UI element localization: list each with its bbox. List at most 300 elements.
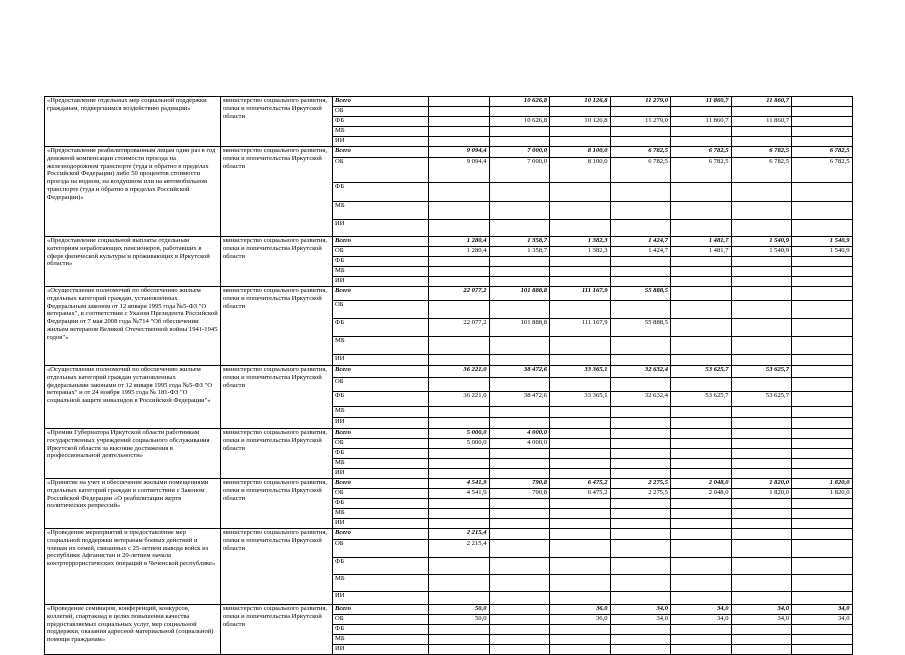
funding-source: МБ (333, 635, 429, 645)
funding-source: ИИ (333, 469, 429, 479)
responsible-org: министерство социального развития, опеки и попечительства Иркутской области (221, 147, 333, 237)
amount-cell (671, 575, 732, 592)
amount-cell (429, 499, 490, 509)
amount-cell (731, 575, 792, 592)
amount-cell (610, 277, 671, 287)
amount-cell (550, 137, 611, 147)
funding-source: ИИ (333, 645, 429, 655)
amount-cell (489, 277, 550, 287)
amount-cell (550, 625, 611, 635)
amount-cell: 111 167,9 (550, 287, 611, 301)
amount-cell (429, 509, 490, 519)
amount-cell (610, 429, 671, 439)
amount-cell: 1 481,7 (671, 247, 732, 257)
amount-cell (489, 459, 550, 469)
amount-cell: 2 048,0 (671, 489, 732, 499)
amount-cell: 2 048,0 (671, 479, 732, 489)
amount-cell (489, 625, 550, 635)
funding-source: ФБ (333, 392, 429, 407)
amount-cell (489, 220, 550, 237)
amount-cell: 36,0 (550, 605, 611, 615)
responsible-org: министерство социального развития, опеки и попечительства Иркутской области (221, 479, 333, 529)
amount-cell: 9 094,4 (429, 158, 490, 183)
amount-cell (550, 575, 611, 592)
amount-cell: 36 221,0 (429, 392, 490, 407)
amount-cell (731, 429, 792, 439)
amount-cell: 2 215,4 (429, 529, 490, 540)
amount-cell (671, 625, 732, 635)
amount-cell (731, 378, 792, 392)
amount-cell (489, 202, 550, 220)
amount-cell (671, 183, 732, 202)
amount-cell (671, 509, 732, 519)
amount-cell: 10 626,8 (489, 117, 550, 127)
amount-cell: 32 632,4 (610, 366, 671, 378)
amount-cell (610, 459, 671, 469)
amount-cell (489, 407, 550, 418)
amount-cell (550, 429, 611, 439)
funding-source: МБ (333, 127, 429, 137)
amount-cell (792, 418, 853, 429)
funding-source: Всего (333, 605, 429, 615)
amount-cell (550, 277, 611, 287)
amount-cell (671, 337, 732, 355)
measure-name: «Осуществление полномочий по обеспечению жильем отдельных категорий граждан, установленных Федеральным законом от 12 января 1995 года №5-ФЗ "О ветеранах", в соответствии с Указом Президента Российской Федерации от 7 мая 2008 года №714 "Об обеспечении жильем ветеранов Великой Отечественной войны 1941-1945 годов"» (45, 287, 221, 366)
amount-cell: 8 100,0 (550, 158, 611, 183)
measure-name: «Предоставление социальной выплаты отдельным категориям неработающих пенсионеров, работавших в сфере физической культуры и проживающих в Иркутской области» (45, 237, 221, 287)
amount-cell (792, 127, 853, 137)
funding-source: ФБ (333, 499, 429, 509)
amount-cell (610, 202, 671, 220)
funding-source: ОБ (333, 615, 429, 625)
amount-cell (610, 575, 671, 592)
amount-cell (671, 439, 732, 449)
amount-cell: 111 167,9 (550, 319, 611, 337)
table-row (45, 237, 853, 247)
table-row (45, 97, 853, 107)
amount-cell: 7 000,0 (489, 158, 550, 183)
amount-cell: 22 077,2 (429, 287, 490, 301)
amount-cell (550, 107, 611, 117)
funding-source: ФБ (333, 449, 429, 459)
amount-cell (429, 202, 490, 220)
amount-cell (792, 107, 853, 117)
amount-cell (792, 366, 853, 378)
amount-cell (731, 592, 792, 605)
amount-cell (671, 378, 732, 392)
amount-cell (792, 392, 853, 407)
amount-cell: 53 625,7 (671, 366, 732, 378)
amount-cell (610, 519, 671, 529)
amount-cell (429, 107, 490, 117)
amount-cell (489, 183, 550, 202)
amount-cell: 36 221,0 (429, 366, 490, 378)
responsible-org: министерство социального развития, опеки и попечительства Иркутской области (221, 287, 333, 366)
amount-cell: 6 782,5 (731, 147, 792, 158)
amount-cell: 11 860,7 (671, 97, 732, 107)
amount-cell: 4 000,0 (489, 439, 550, 449)
amount-cell: 8 100,0 (550, 147, 611, 158)
amount-cell: 6 782,5 (792, 147, 853, 158)
funding-source: ОБ (333, 439, 429, 449)
funding-source: МБ (333, 407, 429, 418)
amount-cell (792, 469, 853, 479)
amount-cell (550, 529, 611, 540)
amount-cell (792, 355, 853, 366)
amount-cell (429, 625, 490, 635)
amount-cell (429, 257, 490, 267)
amount-cell: 9 094,4 (429, 147, 490, 158)
amount-cell (792, 439, 853, 449)
funding-source: ОБ (333, 107, 429, 117)
amount-cell: 34,0 (610, 615, 671, 625)
responsible-org: министерство социального развития, опеки и попечительства Иркутской области (221, 529, 333, 605)
amount-cell (429, 127, 490, 137)
funding-source: МБ (333, 202, 429, 220)
amount-cell: 6 782,5 (731, 158, 792, 183)
amount-cell (489, 558, 550, 575)
amount-cell: 2 215,4 (429, 540, 490, 558)
amount-cell: 10 126,8 (550, 117, 611, 127)
amount-cell (792, 645, 853, 655)
amount-cell (610, 592, 671, 605)
amount-cell (671, 592, 732, 605)
funding-source: ОБ (333, 540, 429, 558)
amount-cell: 2 275,5 (610, 479, 671, 489)
measure-name: «Премии Губернатора Иркутской области работникам государственных учреждений социального обслуживания Иркутской области за высокие достижения в профессиональной деятельности» (45, 429, 221, 479)
amount-cell (610, 355, 671, 366)
amount-cell (671, 469, 732, 479)
amount-cell (731, 499, 792, 509)
funding-source: ИИ (333, 277, 429, 287)
amount-cell (792, 575, 853, 592)
amount-cell (429, 220, 490, 237)
funding-source: МБ (333, 575, 429, 592)
amount-cell: 53 625,7 (731, 366, 792, 378)
funding-source: МБ (333, 509, 429, 519)
table-row (45, 147, 853, 158)
amount-cell (731, 287, 792, 301)
amount-cell: 50,0 (429, 605, 490, 615)
amount-cell (731, 107, 792, 117)
amount-cell: 55 888,5 (610, 287, 671, 301)
measure-name: «Принятие на учет и обеспечение жилыми помещениями отдельных категорий граждан в соответствии с Законом Российской Федерации «О реабилитации жертв политических репрессий» (45, 479, 221, 529)
amount-cell (489, 469, 550, 479)
amount-cell (610, 540, 671, 558)
amount-cell (610, 267, 671, 277)
amount-cell (731, 202, 792, 220)
amount-cell (610, 645, 671, 655)
amount-cell (550, 469, 611, 479)
amount-cell (731, 127, 792, 137)
amount-cell (610, 449, 671, 459)
amount-cell (550, 540, 611, 558)
amount-cell (731, 319, 792, 337)
amount-cell (792, 137, 853, 147)
amount-cell (489, 519, 550, 529)
amount-cell (792, 459, 853, 469)
amount-cell: 1 540,9 (731, 237, 792, 247)
amount-cell (550, 127, 611, 137)
amount-cell: 10 126,8 (550, 97, 611, 107)
funding-source: Всего (333, 147, 429, 158)
amount-cell: 6 782,5 (671, 147, 732, 158)
amount-cell: 22 077,2 (429, 319, 490, 337)
amount-cell (792, 558, 853, 575)
responsible-org: министерство социального развития, опеки и попечительства Иркутской области (221, 237, 333, 287)
amount-cell: 33 365,1 (550, 392, 611, 407)
amount-cell: 1 280,4 (429, 237, 490, 247)
amount-cell: 1 540,9 (731, 247, 792, 257)
amount-cell: 36,0 (550, 615, 611, 625)
amount-cell (731, 267, 792, 277)
table-row (45, 429, 853, 439)
amount-cell (489, 107, 550, 117)
amount-cell: 38 472,6 (489, 366, 550, 378)
amount-cell (671, 459, 732, 469)
measure-name: «Предоставление реабилитированным лицам один раз в год денежной компенсации стоимости проезда на железнодорожном транспорте (туда и обратно в пределах Российской Федерации) либо 50 процентов стоимости проезда на водном, на воздушном или на автомобильном транспорте (туда и обратно в пределах Российской Федерации)» (45, 147, 221, 237)
amount-cell (489, 257, 550, 267)
amount-cell: 10 626,8 (489, 97, 550, 107)
amount-cell (610, 558, 671, 575)
funding-source: ФБ (333, 183, 429, 202)
amount-cell: 1 382,3 (550, 247, 611, 257)
amount-cell: 790,8 (489, 479, 550, 489)
amount-cell: 4 000,0 (489, 429, 550, 439)
amount-cell: 4 541,9 (429, 489, 490, 499)
amount-cell: 4 541,9 (429, 479, 490, 489)
amount-cell (671, 645, 732, 655)
funding-source: Всего (333, 429, 429, 439)
amount-cell (610, 183, 671, 202)
amount-cell (489, 418, 550, 429)
amount-cell (792, 117, 853, 127)
funding-source: Всего (333, 366, 429, 378)
amount-cell: 34,0 (792, 605, 853, 615)
funding-source: ИИ (333, 592, 429, 605)
amount-cell (610, 301, 671, 319)
amount-cell (429, 558, 490, 575)
amount-cell (671, 319, 732, 337)
amount-cell: 2 275,5 (610, 489, 671, 499)
amount-cell: 6 782,5 (671, 158, 732, 183)
responsible-org: министерство социального развития, опеки и попечительства Иркутской области (221, 605, 333, 655)
funding-source: ФБ (333, 558, 429, 575)
amount-cell (429, 378, 490, 392)
amount-cell (610, 529, 671, 540)
amount-cell (489, 592, 550, 605)
amount-cell: 53 625,7 (731, 392, 792, 407)
table-row (45, 287, 853, 301)
amount-cell (671, 220, 732, 237)
amount-cell (731, 407, 792, 418)
amount-cell (671, 540, 732, 558)
amount-cell: 1 358,7 (489, 237, 550, 247)
amount-cell (731, 257, 792, 267)
amount-cell (792, 519, 853, 529)
amount-cell (731, 183, 792, 202)
amount-cell (610, 469, 671, 479)
amount-cell (792, 449, 853, 459)
amount-cell (792, 301, 853, 319)
amount-cell: 1 481,7 (671, 237, 732, 247)
amount-cell (731, 137, 792, 147)
amount-cell (550, 519, 611, 529)
funding-source: ИИ (333, 519, 429, 529)
amount-cell (550, 355, 611, 366)
amount-cell: 6 782,5 (610, 147, 671, 158)
amount-cell (671, 257, 732, 267)
amount-cell: 34,0 (731, 605, 792, 615)
amount-cell: 33 365,1 (550, 366, 611, 378)
amount-cell (429, 183, 490, 202)
amount-cell (489, 645, 550, 655)
amount-cell (671, 429, 732, 439)
amount-cell (489, 449, 550, 459)
amount-cell: 101 888,8 (489, 287, 550, 301)
amount-cell (792, 625, 853, 635)
amount-cell (429, 645, 490, 655)
funding-source: ОБ (333, 247, 429, 257)
amount-cell (550, 257, 611, 267)
amount-cell: 1 820,0 (731, 489, 792, 499)
amount-cell (671, 418, 732, 429)
amount-cell (489, 615, 550, 625)
funding-source: МБ (333, 267, 429, 277)
amount-cell: 790,8 (489, 489, 550, 499)
funding-source: ИИ (333, 220, 429, 237)
amount-cell (429, 277, 490, 287)
amount-cell: 6 475,2 (550, 489, 611, 499)
amount-cell (671, 529, 732, 540)
amount-cell (550, 509, 611, 519)
budget-table (44, 96, 853, 655)
amount-cell (731, 220, 792, 237)
amount-cell (550, 499, 611, 509)
amount-cell (671, 519, 732, 529)
amount-cell (550, 378, 611, 392)
amount-cell (429, 97, 490, 107)
amount-cell: 1 820,0 (792, 489, 853, 499)
funding-source: ОБ (333, 489, 429, 499)
funding-source: ИИ (333, 355, 429, 366)
amount-cell: 1 358,7 (489, 247, 550, 257)
amount-cell (489, 137, 550, 147)
amount-cell (489, 378, 550, 392)
amount-cell (550, 418, 611, 429)
amount-cell (429, 449, 490, 459)
amount-cell (610, 418, 671, 429)
amount-cell (792, 220, 853, 237)
amount-cell (610, 337, 671, 355)
funding-source: Всего (333, 479, 429, 489)
amount-cell (671, 355, 732, 366)
amount-cell (429, 337, 490, 355)
amount-cell (792, 509, 853, 519)
amount-cell (671, 127, 732, 137)
amount-cell: 50,0 (429, 615, 490, 625)
funding-source: ФБ (333, 319, 429, 337)
amount-cell (610, 378, 671, 392)
amount-cell (550, 459, 611, 469)
amount-cell (429, 575, 490, 592)
amount-cell (731, 509, 792, 519)
amount-cell (792, 540, 853, 558)
amount-cell (731, 540, 792, 558)
amount-cell (489, 301, 550, 319)
amount-cell (429, 469, 490, 479)
amount-cell: 1 540,9 (792, 237, 853, 247)
amount-cell: 34,0 (731, 615, 792, 625)
amount-cell (671, 558, 732, 575)
amount-cell (792, 202, 853, 220)
amount-cell: 1 540,9 (792, 247, 853, 257)
amount-cell (489, 529, 550, 540)
amount-cell (731, 337, 792, 355)
amount-cell (731, 469, 792, 479)
measure-name: «Проведение мероприятий и предоставление мер социальной поддержки ветеранам боевых действий и членам их семей, связанных с 25-летием вывода войск из республики Афганистан и 20-летием начала контртеррористических операций в Чеченской республике» (45, 529, 221, 605)
amount-cell (731, 558, 792, 575)
amount-cell (489, 127, 550, 137)
amount-cell (731, 301, 792, 319)
amount-cell: 34,0 (671, 615, 732, 625)
amount-cell (671, 499, 732, 509)
amount-cell (671, 107, 732, 117)
amount-cell (489, 575, 550, 592)
amount-cell (792, 429, 853, 439)
amount-cell (731, 439, 792, 449)
amount-cell (792, 287, 853, 301)
amount-cell: 6 475,2 (550, 479, 611, 489)
amount-cell: 5 000,0 (429, 439, 490, 449)
amount-cell (731, 355, 792, 366)
amount-cell (489, 605, 550, 615)
amount-cell (429, 137, 490, 147)
amount-cell: 34,0 (671, 605, 732, 615)
amount-cell (792, 337, 853, 355)
funding-source: Всего (333, 529, 429, 540)
measure-name: «Проведение семинаров, конференций, конкурсов, коллегий, спартакиад в целях повышения качества предоставляемых социальных услуг, мер социальной поддержки, оказания адресной материальной (социальной) помощи гражданам» (45, 605, 221, 655)
amount-cell (550, 337, 611, 355)
amount-cell (731, 519, 792, 529)
amount-cell: 32 632,4 (610, 392, 671, 407)
amount-cell (792, 529, 853, 540)
amount-cell (429, 355, 490, 366)
amount-cell (731, 459, 792, 469)
table-row (45, 529, 853, 540)
amount-cell (550, 301, 611, 319)
amount-cell: 11 279,0 (610, 97, 671, 107)
amount-cell: 6 782,5 (610, 158, 671, 183)
amount-cell (671, 301, 732, 319)
amount-cell (429, 117, 490, 127)
amount-cell (550, 202, 611, 220)
funding-source: Всего (333, 97, 429, 107)
amount-cell (429, 459, 490, 469)
funding-source: ФБ (333, 625, 429, 635)
amount-cell (550, 183, 611, 202)
amount-cell (671, 137, 732, 147)
amount-cell (792, 319, 853, 337)
amount-cell (550, 220, 611, 237)
amount-cell (792, 378, 853, 392)
amount-cell (489, 337, 550, 355)
amount-cell (610, 407, 671, 418)
amount-cell (792, 592, 853, 605)
amount-cell (671, 449, 732, 459)
amount-cell (610, 625, 671, 635)
responsible-org: министерство социального развития, опеки и попечительства Иркутской области (221, 366, 333, 429)
